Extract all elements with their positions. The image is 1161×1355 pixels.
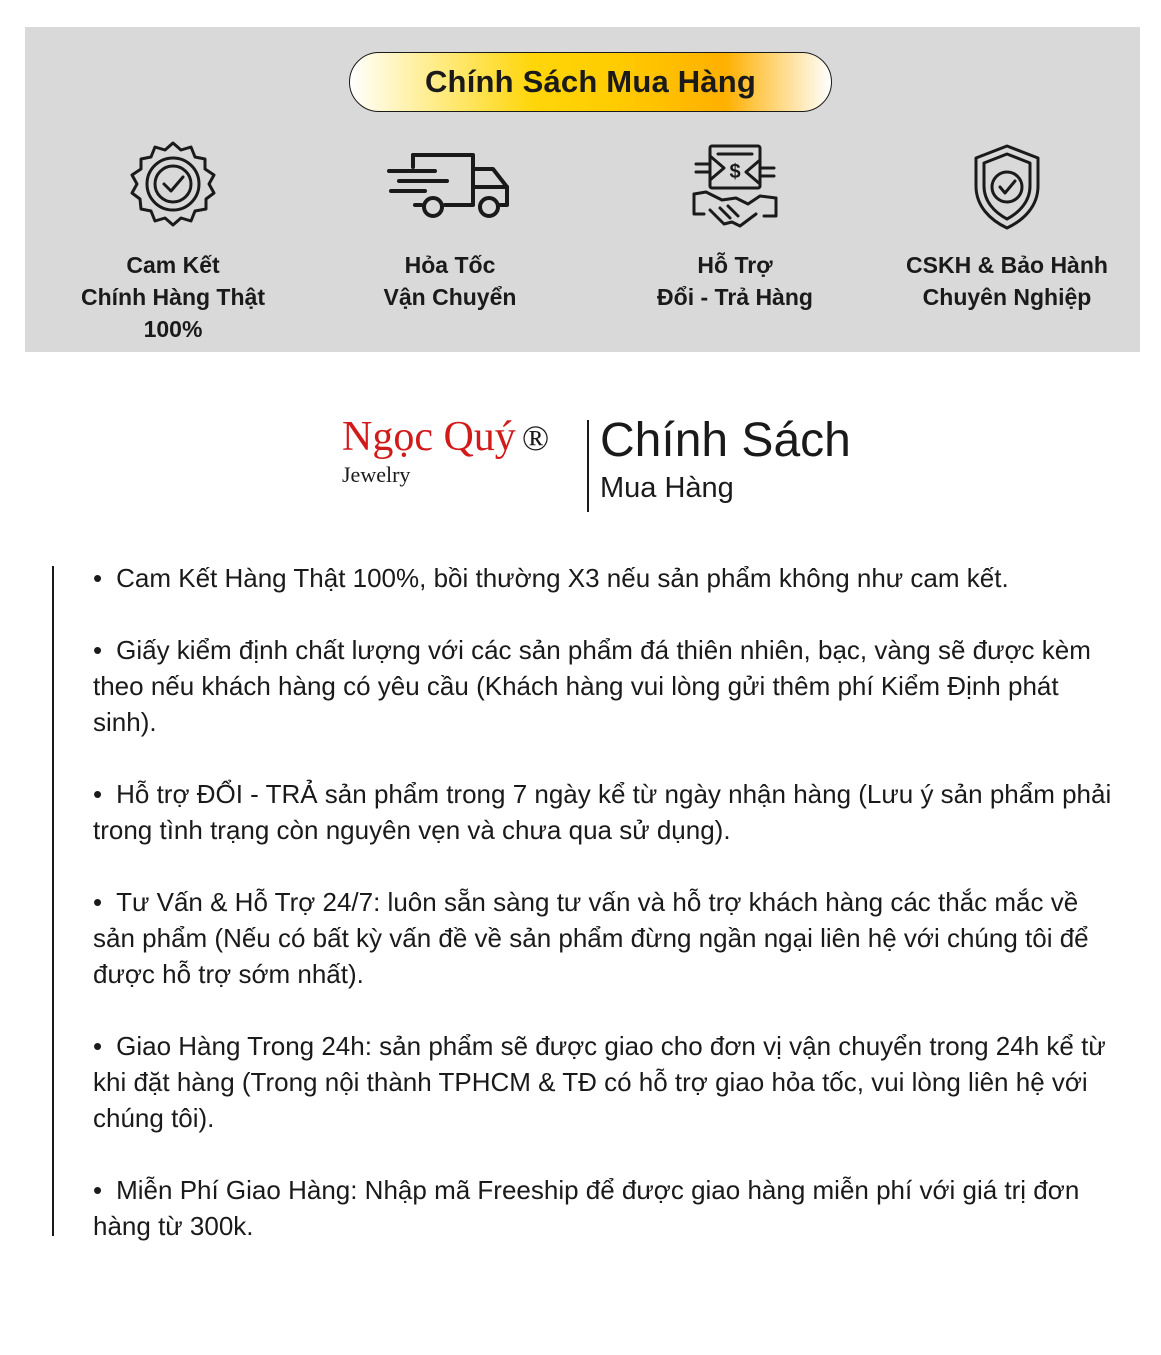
policy-text: Giấy kiểm định chất lượng với các sản phẩm đá thiên nhiên, bạc, vàng sẽ được kèm theo nếu khách hàng có yêu cầu (Khách hàng vui lòng gửi thêm phí Kiểm Định phát sinh).: [93, 635, 1091, 737]
section-title: [600, 412, 851, 506]
policy-title-text: Chính Sách Mua Hàng: [424, 64, 757, 99]
title-divider: [587, 420, 589, 512]
brand-logo: [342, 412, 592, 512]
fast-delivery-truck-icon: [320, 137, 580, 237]
policy-text: Cam Kết Hàng Thật 100%, bồi thường X3 nếu sản phẩm không như cam kết.: [116, 563, 1009, 593]
policy-item-delivery: [93, 1028, 1123, 1136]
feature-1-line1: Cam Kết: [126, 252, 220, 278]
brand-subtitle: Jewelry: [342, 462, 411, 487]
policy-item-support: [93, 884, 1123, 992]
feature-1-line2: Chính Hàng Thật: [81, 284, 265, 310]
policy-title-badge: [349, 52, 832, 112]
bullet: •: [93, 887, 103, 917]
feature-fast-delivery: [320, 137, 580, 313]
policy-item-freeship: [93, 1172, 1123, 1244]
policy-text: Tư Vấn & Hỗ Trợ 24/7: luôn sẵn sàng tư vấn và hỗ trợ khách hàng các thắc mắc về sản phẩm (Nếu có bất kỳ vấn đề về sản phẩm đừng ngần ngại liên hệ với chúng tôi để được hỗ trợ sớm nhất).: [93, 887, 1089, 989]
feature-3-line1: Hỗ Trợ: [697, 252, 773, 278]
section-title-main: Chính Sách: [600, 414, 851, 467]
policy-text: Miễn Phí Giao Hàng: Nhập mã Freeship để được giao hàng miễn phí với giá trị đơn hàng từ 300k.: [93, 1175, 1080, 1241]
policy-item-authentic: [93, 560, 1123, 596]
brand-name: Ngọc Quý: [342, 414, 516, 460]
quality-badge-check-icon: [43, 137, 303, 237]
registered-mark: ®: [521, 418, 550, 458]
policy-item-certificate: [93, 632, 1123, 740]
feature-authentic-guarantee: [43, 137, 303, 345]
svg-text:$: $: [729, 161, 741, 183]
feature-4-line1: CSKH & Bảo Hành: [906, 252, 1108, 278]
feature-customer-care: [877, 137, 1137, 313]
feature-2-line2: Vận Chuyển: [383, 284, 517, 310]
policy-side-rule: [52, 566, 54, 1236]
feature-4-line2: Chuyên Nghiệp: [922, 284, 1092, 310]
policy-text: Hỗ trợ ĐỔI - TRẢ sản phẩm trong 7 ngày kể từ ngày nhận hàng (Lưu ý sản phẩm phải trong tình trạng còn nguyên vẹn và chưa qua sử dụng).: [93, 779, 1112, 845]
bullet: •: [93, 635, 103, 665]
exchange-handshake-icon: [605, 137, 865, 237]
shield-check-icon: [877, 137, 1137, 237]
section-title-sub: Mua Hàng: [600, 472, 734, 504]
feature-2-line1: Hỏa Tốc: [404, 252, 496, 278]
policy-text: Giao Hàng Trong 24h: sản phẩm sẽ được giao cho đơn vị vận chuyển trong 24h kể từ khi đặt hàng (Trong nội thành TPHCM & TĐ có hỗ trợ giao hỏa tốc, vui lòng liên hệ với chúng tôi).: [93, 1031, 1106, 1133]
bullet: •: [93, 1175, 103, 1205]
bullet: •: [93, 779, 103, 809]
bullet: •: [93, 1031, 103, 1061]
policy-list: [93, 560, 1123, 1280]
feature-3-line2: Đổi - Trả Hàng: [657, 284, 813, 310]
feature-1-line3: 100%: [143, 316, 203, 342]
bullet: •: [93, 563, 103, 593]
policy-item-exchange: [93, 776, 1123, 848]
feature-exchange-return: [605, 137, 865, 313]
policy-features-panel: [25, 27, 1140, 352]
